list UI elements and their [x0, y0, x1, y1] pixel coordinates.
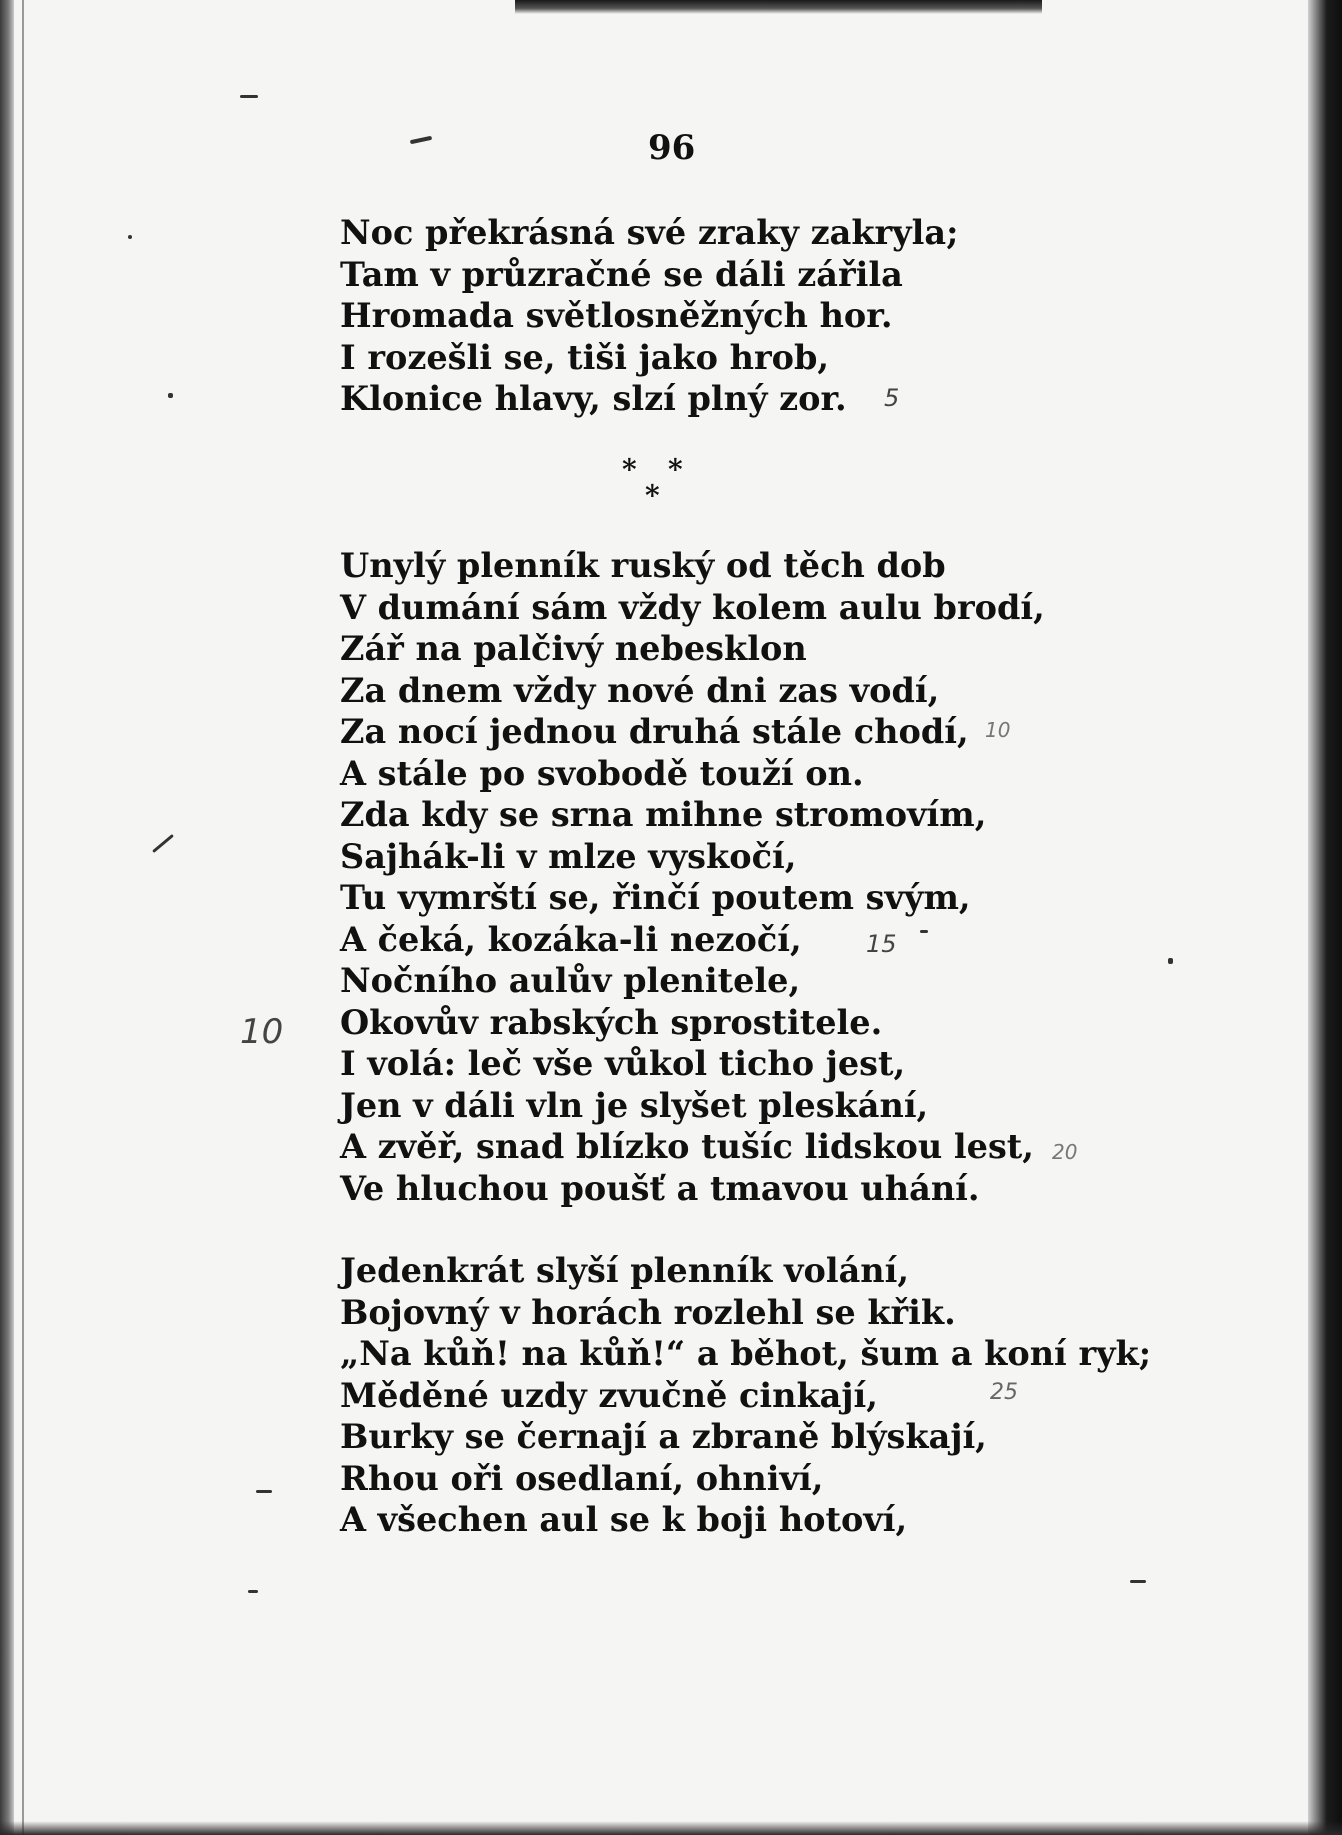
scan-speck — [920, 930, 928, 933]
verse-line: Ve hluchou poušť a tmavou uhání. — [340, 1168, 980, 1208]
page-right-edge-shadow — [1308, 0, 1342, 1835]
margin-note-line-number: 10 — [240, 1012, 284, 1052]
scan-speck — [168, 393, 173, 398]
scan-speck — [240, 95, 258, 98]
verse-line: „Na kůň! na kůň!“ a běhot, šum a koní ryk; — [340, 1334, 1152, 1373]
verse-line: Burky se černají a zbraně blýskají, — [340, 1417, 987, 1456]
page-top-edge-shadow — [515, 0, 1042, 14]
verse-line: Tam v průzračné se dáli zářila — [340, 254, 903, 294]
page-spine-line — [22, 0, 24, 1835]
verse-line: Noc překrásná své zraky zakryla; — [340, 213, 959, 252]
page-number: 96 — [648, 128, 696, 168]
verse-line: Měděné uzdy zvučně cinkají, — [340, 1375, 878, 1415]
stanza-3 — [340, 1250, 1151, 1541]
verse-line: A stále po svobodě touží on. — [340, 753, 864, 793]
verse-line: A zvěř, snad blízko tušíc lidskou lest, — [340, 1127, 1034, 1166]
verse-line: I rozešli se, tiši jako hrob, — [340, 337, 830, 377]
verse-line: Bojovný v horách rozlehl se křik. — [340, 1292, 956, 1332]
margin-note-line-number: 10 — [985, 718, 1011, 742]
verse-line: I volá: leč vše vůkol ticho jest, — [340, 1044, 906, 1083]
margin-note-line-number: 25 — [990, 1380, 1018, 1405]
asterism-icon — [620, 455, 690, 515]
verse-line: Jen v dáli vln je slyšet pleskání, — [340, 1085, 929, 1125]
page-spine-shadow — [0, 0, 14, 1835]
scan-speck — [128, 235, 132, 239]
verse-line: Rhou oři osedlaní, ohniví, — [340, 1458, 824, 1498]
verse-line: Zda kdy se srna mihne stromovím, — [340, 795, 987, 834]
verse-line: Tu vymrští se, řinčí poutem svým, — [340, 878, 971, 917]
verse-line: Hromada světlosněžných hor. — [340, 296, 893, 335]
stanza-1 — [340, 212, 958, 420]
verse-line: V dumání sám vždy kolem aulu brodí, — [340, 587, 1045, 627]
asterism-divider — [620, 455, 690, 515]
page-bottom-edge-shadow — [0, 1821, 1342, 1835]
margin-note-line-number: 5 — [884, 384, 900, 412]
verse-line: Klonice hlavy, slzí plný zor. — [340, 379, 847, 418]
verse-line: Sajhák-li v mlze vyskočí, — [340, 836, 797, 876]
margin-note-line-number: 15 — [866, 930, 897, 958]
verse-line: Nočního aulův plenitele, — [340, 961, 801, 1000]
verse-line: A čeká, kozáka-li nezočí, — [340, 919, 802, 959]
scan-speck — [248, 1590, 258, 1593]
svg-text:*: * — [622, 455, 637, 486]
verse-line: Za nocí jednou druhá stále chodí, — [340, 712, 969, 751]
verse-line: Unylý plenník ruský od těch dob — [340, 546, 946, 585]
verse-line: Za dnem vždy nové dni zas vodí, — [340, 670, 940, 710]
margin-note-line-number: 20 — [1052, 1140, 1078, 1164]
scan-speck — [256, 1490, 272, 1493]
svg-text:*: * — [668, 455, 683, 486]
scan-speck — [1168, 958, 1173, 964]
scan-speck — [152, 834, 174, 853]
verse-line: Zář na palčivý nebesklon — [340, 629, 807, 668]
scan-speck — [1130, 1580, 1146, 1583]
verse-line: Okovův rabských sprostitele. — [340, 1002, 883, 1042]
scan-speck — [410, 136, 432, 144]
stanza-2 — [340, 545, 1045, 1209]
verse-line: A všechen aul se k boji hotoví, — [340, 1500, 908, 1539]
verse-line: Jedenkrát slyší plenník volání, — [340, 1251, 910, 1290]
svg-text:*: * — [645, 479, 660, 512]
